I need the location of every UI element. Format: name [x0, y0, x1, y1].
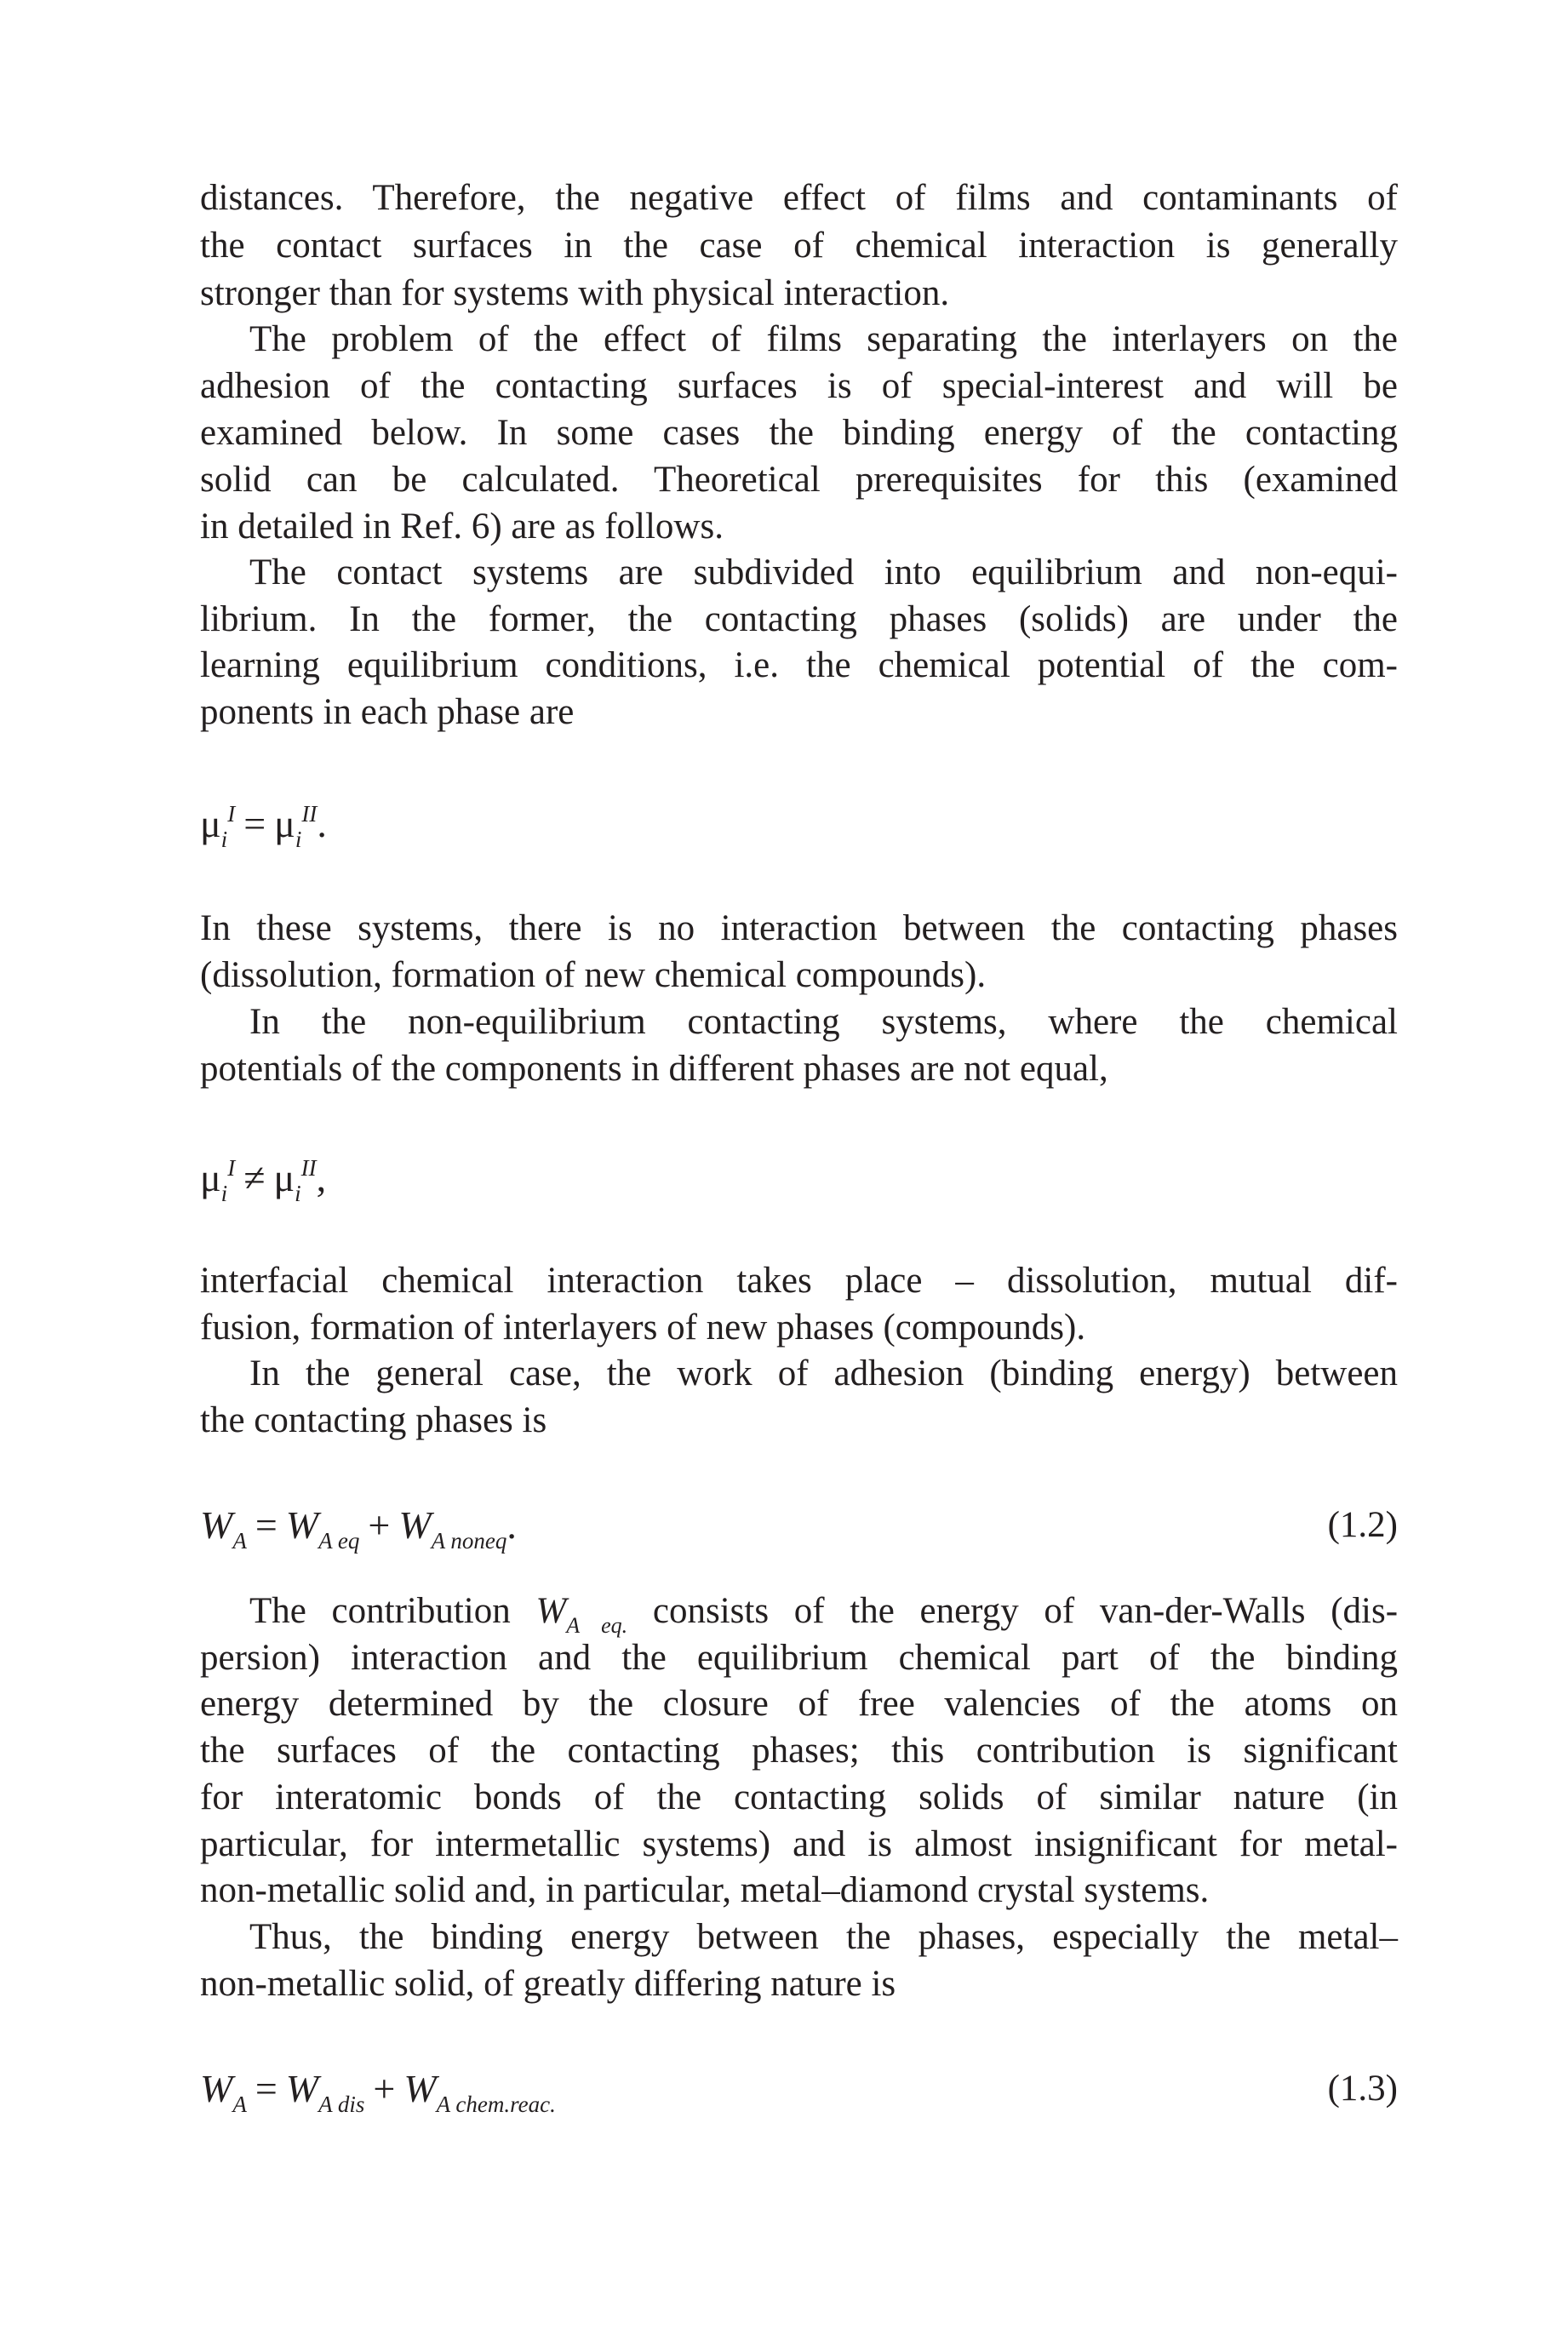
text-line: in detailed in Ref. 6) are as follows.	[200, 506, 724, 547]
equation-1-2: $W_A = W_{A eq} + W_{A noneq}$.	[200, 1503, 517, 1554]
equation-chemical-potential-unequal: $\mu_i^I \ne \mu_i^{II}$,	[200, 1155, 327, 1206]
text-line: In the general case, the work of adhesion (binding energy) between	[249, 1353, 1398, 1393]
text-line: stronger than for systems with physical interaction.	[200, 273, 950, 313]
text-line: the surfaces of the contacting phases; this contribution is significant	[200, 1731, 1398, 1771]
text-line: adhesion of the contacting surfaces is of special-interest and will be	[200, 366, 1398, 406]
text-line: ponents in each phase are	[200, 692, 575, 732]
text-line: examined below. In some cases the binding energy of the contacting	[200, 413, 1398, 453]
text-line: In the non-equilibrium contacting systems, where the chemical	[249, 1002, 1398, 1042]
text-line: non-metallic solid and, in particular, metal–diamond crystal systems.	[200, 1870, 1210, 1910]
equation-number: (1.2)	[1327, 1505, 1398, 1545]
text-line: energy determined by the closure of free valencies of the atoms on	[200, 1684, 1398, 1724]
text-line: The contact systems are subdivided into equilibrium and non-equi-	[249, 552, 1398, 592]
text-line: (dissolution, formation of new chemical compounds).	[200, 955, 987, 995]
text-line: solid can be calculated. Theoretical prerequisites for this (examined	[200, 460, 1398, 500]
equation-1-3: $W_A = W_{A dis} + W_{A chem.reac.}$	[200, 2067, 556, 2117]
text-line: particular, for intermetallic systems) and is almost insignificant for metal-	[200, 1824, 1398, 1864]
text-line: The problem of the effect of films separating the interlayers on the	[249, 319, 1398, 359]
text-line: for interatomic bonds of the contacting solids of similar nature (in	[200, 1777, 1398, 1817]
text-line: the contacting phases is	[200, 1400, 547, 1440]
text-line: In these systems, there is no interaction between the contacting phases	[200, 908, 1398, 948]
text-line: interfacial chemical interaction takes place – dissolution, mutual dif-	[200, 1261, 1398, 1301]
equation-chemical-potential-equal: $\mu_i^I = \mu_i^{II}$.	[200, 801, 327, 852]
equation-number: (1.3)	[1327, 2069, 1398, 2109]
text-line: potentials of the components in different phases are not equal,	[200, 1049, 1108, 1089]
text-line: the contact surfaces in the case of chemical interaction is generally	[200, 226, 1398, 266]
text-line: distances. Therefore, the negative effect of films and contaminants of	[200, 178, 1398, 218]
text-line: fusion, formation of interlayers of new phases (compounds).	[200, 1308, 1086, 1348]
text-line: learning equilibrium conditions, i.e. the chemical potential of the com-	[200, 645, 1398, 685]
text-line: persion) interaction and the equilibrium chemical part of the binding	[200, 1638, 1398, 1678]
text-line: non-metallic solid, of greatly differing nature is	[200, 1964, 896, 2004]
text-line: The contribution $W_{A eq.}$ consists of the energy of van-der-Walls (dis-	[249, 1591, 1399, 1638]
text-line: Thus, the binding energy between the phases, especially the metal–	[249, 1917, 1398, 1957]
text-line: librium. In the former, the contacting phases (solids) are under the	[200, 599, 1398, 639]
